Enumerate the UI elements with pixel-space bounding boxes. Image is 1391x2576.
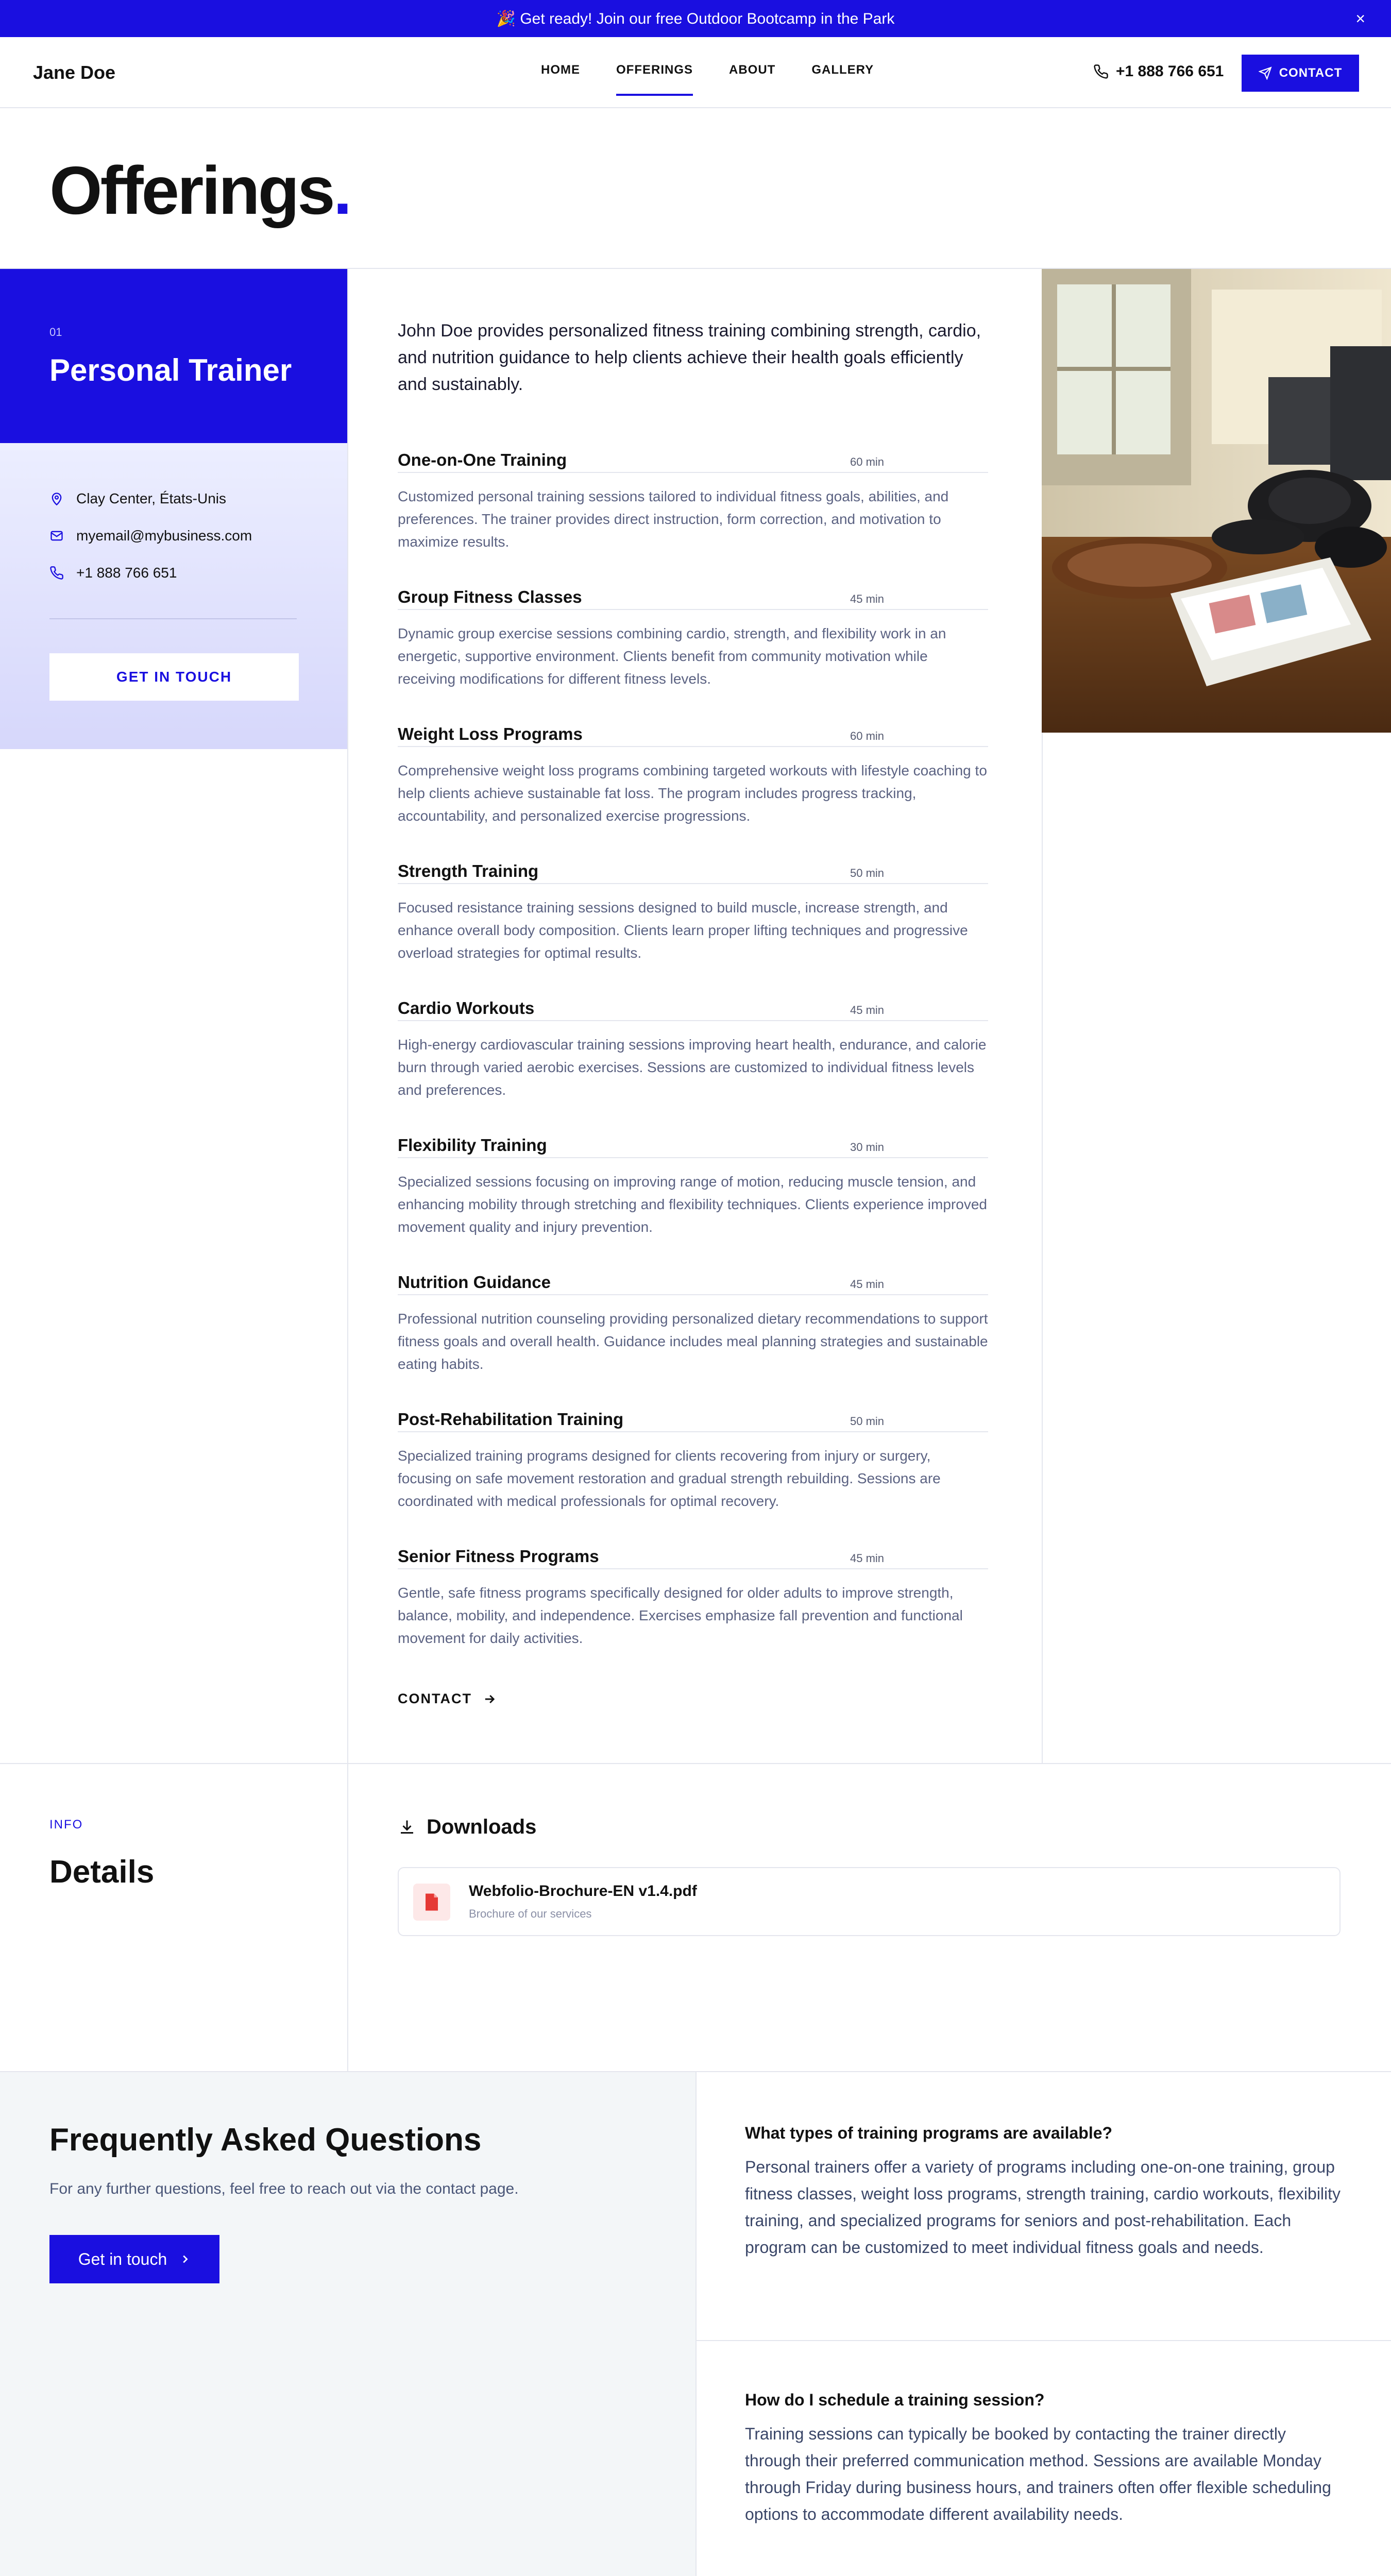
download-icon [398,1818,416,1837]
banner-text[interactable]: 🎉 Get ready! Join our free Outdoor Bootcamp in the Park [496,10,895,27]
nav-item-offerings[interactable]: OFFERINGS [616,63,693,99]
divider [0,1763,1391,1764]
service-item [398,1273,988,1376]
chevron-right-icon [179,2253,191,2265]
contact-link-label: CONTACT [398,1691,472,1706]
service-duration: 50 min [850,1415,885,1428]
service-description: Dynamic group exercise sessions combining cardio, strength, and flexibility work in an energetic, supportive environment. Clients benefit from community motivation while receiving modifications for different fitness levels. [398,625,946,687]
page-title-dot: . [333,152,350,228]
address-text: Clay Center, États-Unis [76,490,226,506]
site-logo[interactable]: Jane Doe [33,62,116,83]
details-label: INFO [49,1818,83,1832]
phone-icon [49,566,64,580]
page-title-section [0,108,1391,269]
nav-item-home[interactable]: HOME [541,63,580,77]
site-header [0,37,1391,108]
service-description: Specialized sessions focusing on improving range of motion, reducing muscle tension, and enhancing mobility through stretching and flexibility techniques. Clients experience improved movement quality and injury prevention. [398,1174,987,1235]
faq-answer: Personal trainers offer a variety of programs including one-on-one training, group fitness classes, weight loss programs, strength training, cardio workouts, flexibility training, and specialized programs for seniors and post-rehabilitation. Each program can be customized to meet individual fitness goals and needs. [745,2158,1341,2257]
phone-text: +1 888 766 651 [76,565,177,581]
page-title [49,151,350,229]
gym-photo [1042,269,1391,733]
service-item [398,1136,988,1239]
service-name: Post-Rehabilitation Training [398,1410,624,1429]
faq-title: Frequently Asked Questions [49,2122,482,2158]
service-description: Focused resistance training sessions designed to build muscle, increase strength, and enhance overall body composition. Clients learn proper lifting techniques and progressive overload strategies for optimal results. [398,900,968,961]
service-duration: 50 min [850,867,885,879]
announcement-banner [0,0,1391,37]
get-in-touch-button[interactable]: GET IN TOUCH [49,653,299,701]
faq-subtitle: For any further questions, feel free to reach out via the contact page. [49,2180,519,2197]
service-description: Professional nutrition counseling providing personalized dietary recommendations to support fitness goals and overall health. Guidance includes meal planning strategies and sustainable eating habits. [398,1311,988,1372]
contact-button[interactable] [1242,55,1359,92]
service-name: Strength Training [398,861,539,880]
service-duration: 60 min [850,455,885,468]
main-nav [541,63,910,99]
phone-icon [1093,64,1109,79]
service-item [398,1547,988,1650]
service-item [398,861,988,964]
service-name: One-on-One Training [398,450,567,469]
email-row[interactable] [49,528,252,544]
service-duration: 45 min [850,1004,885,1016]
pdf-file-icon [413,1884,450,1921]
offering-contact-card [0,443,347,749]
download-card[interactable] [398,1867,1341,1936]
service-item [398,587,988,690]
contact-link[interactable] [398,1691,497,1707]
download-file-description: Brochure of our services [469,1907,592,1920]
email-text: myemail@mybusiness.com [76,528,252,544]
service-description: High-energy cardiovascular training sessions improving heart health, endurance, and calorie burn through varied aerobic exercises. Sessions are customized to individual fitness levels and preferences. [398,1037,987,1098]
service-item [398,724,988,827]
faq-button-label: Get in touch [78,2249,167,2268]
service-name: Weight Loss Programs [398,724,583,743]
service-description: Gentle, safe fitness programs specifically designed for older adults to improve strength, balance, mobility, and independence. Exercises emphasize fall prevention and functional movement for daily activities. [398,1585,963,1646]
nav-item-gallery[interactable]: GALLERY [811,63,874,77]
nav-item-about[interactable]: ABOUT [729,63,776,77]
faq-get-in-touch-button[interactable] [49,2235,219,2283]
service-description: Specialized training programs designed for clients recovering from injury or surgery, focusing on safe movement restoration and gradual strength rebuilding. Sessions are coordinated with medical professionals for optimal recovery. [398,1448,941,1509]
close-icon[interactable]: × [1355,9,1365,28]
faq-question[interactable]: How do I schedule a training session? [745,2391,1045,2409]
service-duration: 30 min [850,1141,885,1154]
divider [696,2072,697,2576]
service-duration: 45 min [850,592,885,605]
details-title: Details [49,1854,155,1890]
service-name: Senior Fitness Programs [398,1547,599,1566]
service-description: Customized personal training sessions tailored to individual fitness goals, abilities, and preferences. The trainer provides direct instruction, form correction, and motivation to maximize results. [398,488,949,550]
address-row [49,490,226,507]
service-name: Group Fitness Classes [398,587,582,606]
offering-intro: John Doe provides personalized fitness training combining strength, cardio, and nutrition guidance to help clients achieve their health goals efficiently and sustainably. [398,321,981,394]
service-duration: 45 min [850,1278,885,1291]
faq-question[interactable]: What types of training programs are available? [745,2124,1113,2142]
service-name: Flexibility Training [398,1136,547,1155]
location-pin-icon [49,492,64,506]
service-description: Comprehensive weight loss programs combining targeted workouts with lifestyle coaching to help clients achieve sustainable fat loss. The program includes progress tracking, accountability, and personalized exercise progressions. [398,762,987,824]
phone-row[interactable] [49,565,177,581]
contact-button-label: CONTACT [1279,66,1343,80]
service-duration: 60 min [850,730,885,742]
service-item [398,450,988,553]
divider [347,269,348,2072]
offering-title: Personal Trainer [49,353,292,387]
downloads-title-text: Downloads [427,1816,537,1838]
page-title-text: Offerings [49,152,333,228]
service-duration: 45 min [850,1552,885,1565]
service-name: Nutrition Guidance [398,1273,551,1292]
send-icon [1259,66,1272,80]
service-item [398,998,988,1101]
offering-header-card [0,269,347,443]
faq-answer: Training sessions can typically be booked by contacting the trainer directly through their preferred communication method. Sessions are available Monday through Friday during business hours, and trainers often offer flexible scheduling options to accommodate different availability needs. [745,2425,1331,2523]
divider [49,618,297,619]
downloads-heading [398,1816,536,1839]
download-file-name: Webfolio-Brochure-EN v1.4.pdf [469,1883,697,1900]
service-name: Cardio Workouts [398,998,535,1018]
header-phone[interactable] [1093,63,1224,80]
divider [696,2340,1391,2341]
service-item [398,1410,988,1513]
mail-icon [49,529,64,543]
offering-number: 01 [49,326,62,338]
header-phone-number: +1 888 766 651 [1116,63,1224,80]
arrow-right-icon [482,1692,497,1706]
